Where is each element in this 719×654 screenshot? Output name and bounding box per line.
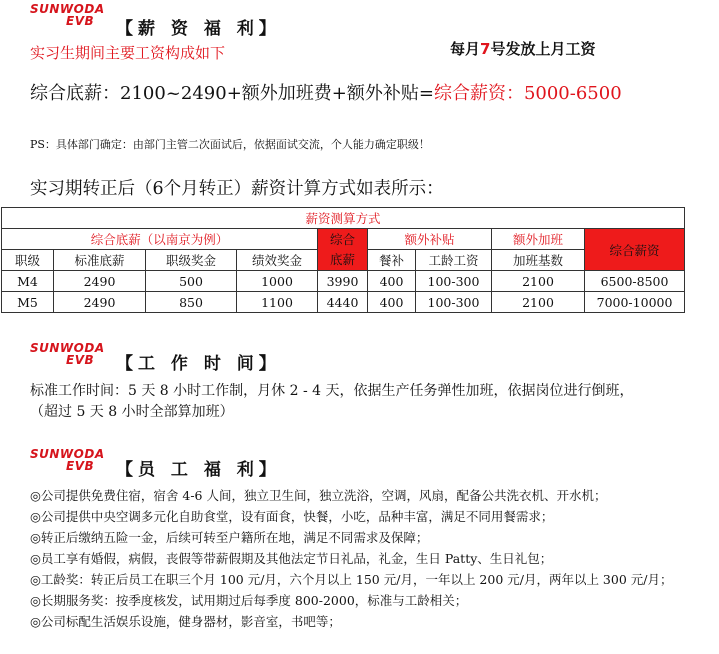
table-cell: M4 [2, 271, 54, 292]
payday-suffix: 号发放上月工资 [490, 40, 596, 58]
welfare-item: ◎转正后缴纳五险一金，后续可转至户籍所在地，满足不同需求及保障； [30, 530, 429, 545]
table-intro: 实习期转正后（6个月转正）薪资计算方式如表所示： [30, 179, 444, 199]
table-caption-row [2, 208, 685, 229]
intern-intro: 实习生期间主要工资构成如下 [30, 44, 226, 62]
welfare-item: ◎公司提供中央空调多元化自助食堂，设有面食，快餐，小吃，品种丰富，满足不同用餐需求； [30, 509, 554, 524]
payday-prefix: 每月 [450, 40, 481, 58]
table-cell: 2100 [492, 292, 585, 313]
table-cell: 2100 [492, 271, 585, 292]
group-salary-header: 综合薪资 [585, 229, 685, 271]
formula-total: 综合薪资：5000-6500 [433, 83, 622, 104]
welfare-section-title: 【员 工 福 利】 [116, 460, 281, 480]
ps-note: PS：具体部门确定：由部门主管二次面试后，依据面试交流，个人能力确定职级！ [30, 138, 430, 151]
table-row [2, 292, 685, 313]
col-header: 标准底薪 [54, 250, 146, 271]
company-logo [30, 2, 104, 28]
table-cell: 100-300 [416, 271, 492, 292]
welfare-item: ◎公司标配生活娱乐设施，健身器材，影音室，书吧等； [30, 614, 341, 629]
work-hours-line2: （超过 5 天 8 小时全部算加班） [30, 404, 234, 420]
table-cell: 400 [368, 271, 416, 292]
col-header: 绩效奖金 [237, 250, 318, 271]
table-caption: 薪资测算方式 [2, 208, 685, 229]
logo-text: SUNWODA [30, 2, 105, 16]
table-row [2, 271, 685, 292]
payday-number: 7 [480, 40, 491, 58]
table-cell: 2490 [54, 271, 146, 292]
col-header: 工龄工资 [416, 250, 492, 271]
welfare-item: ◎公司提供免费住宿，宿舍 4-6 人间，独立卫生间，独立洗浴，空调，风扇，配备公共洗衣机、开水机； [30, 488, 607, 503]
logo-text: SUNWODA [30, 447, 105, 461]
col-header: 餐补 [368, 250, 416, 271]
col-header: 加班基数 [492, 250, 585, 271]
table-group-row [2, 229, 685, 250]
logo-subtext: EVB [66, 14, 95, 28]
group-overtime-header: 额外加班 [492, 229, 585, 250]
table-cell: 6500-8500 [585, 271, 685, 292]
formula-main: 综合底薪：2100~2490+额外加班费+额外补贴= [30, 83, 434, 104]
group-total-line2: 底薪 [329, 251, 355, 267]
work-section-title: 【工 作 时 间】 [116, 354, 281, 374]
company-logo [30, 447, 104, 473]
company-logo [30, 341, 104, 367]
logo-text: SUNWODA [30, 341, 105, 355]
group-total-line1: 综合 [329, 231, 355, 247]
table-cell: 400 [368, 292, 416, 313]
table-cell: 2490 [54, 292, 146, 313]
welfare-item: ◎工龄奖：转正后员工在职三个月 100 元/月，六个月以上 150 元/月，一年以上 200 元/月，两年以上 300 元/月； [30, 572, 673, 587]
salary-formula [30, 79, 622, 105]
group-total-header [318, 229, 368, 271]
work-hours-line1: 标准工作时间：5 天 8 小时工作制，月休 2 - 4 天，依据生产任务弹性加班，依据岗位进行倒班， [30, 383, 634, 399]
table-cell: 100-300 [416, 292, 492, 313]
welfare-item: ◎员工享有婚假，病假，丧假等带薪假期及其他法定节日礼品，礼金，生日 Patty、生日礼包； [30, 551, 553, 566]
table-cell: 500 [146, 271, 237, 292]
salary-table [1, 207, 685, 313]
table-cell: M5 [2, 292, 54, 313]
payday-note [450, 38, 595, 59]
group-base-header: 综合底薪（以南京为例） [2, 229, 318, 250]
welfare-item: ◎长期服务奖：按季度核发，试用期过后每季度 800-2000，标准与工龄相关； [30, 593, 468, 608]
table-cell: 1000 [237, 271, 318, 292]
welfare-list [30, 485, 690, 632]
table-cell: 7000-10000 [585, 292, 685, 313]
table-cell: 1100 [237, 292, 318, 313]
salary-section-title: 【薪 资 福 利】 [116, 19, 281, 39]
group-allowance-header: 额外补贴 [368, 229, 492, 250]
logo-subtext: EVB [66, 353, 95, 367]
table-cell: 850 [146, 292, 237, 313]
table-cell: 4440 [318, 292, 368, 313]
col-header: 职级奖金 [146, 250, 237, 271]
table-cell: 3990 [318, 271, 368, 292]
logo-subtext: EVB [66, 459, 95, 473]
col-header: 职级 [2, 250, 54, 271]
